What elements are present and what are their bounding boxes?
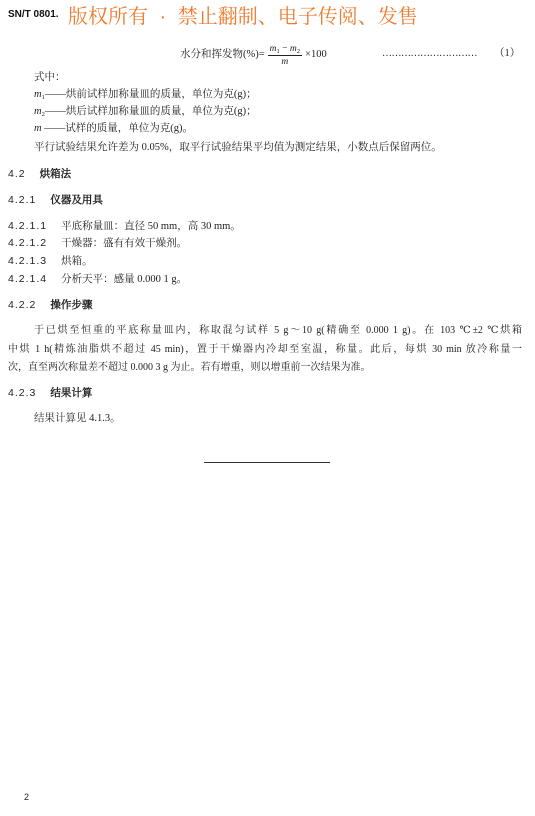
procedure-line: 次，直至两次称量差不超过 0.000 3 g 为止。若有增重，则以增重前一次结果为准。 xyxy=(8,362,371,373)
procedure-line: 于已烘至恒重的平底称量皿内，称取混匀试样 5 g～10 g(精确至 0.000 1 g)。在 103 ℃±2 ℃烘箱 xyxy=(34,325,522,336)
standard-code: SN/T 0801. xyxy=(8,9,59,20)
where-label: 式中： xyxy=(34,72,66,83)
where-item-m2 xyxy=(34,105,257,119)
fraction-denominator: m xyxy=(281,56,289,67)
copyright-watermark: 版权所有 · 禁止翻制、电子传阅、发售 xyxy=(68,6,418,28)
page-number: 2 xyxy=(24,792,30,802)
dot-leader: ………………………… xyxy=(382,48,477,59)
item-number: 4.2.1.1 xyxy=(8,220,48,232)
subscript: 1 xyxy=(41,94,45,101)
definition: ——烘前试样加称量皿的质量，单位为克(g)； xyxy=(44,89,257,100)
symbol: m xyxy=(34,123,42,134)
fraction-numerator xyxy=(268,43,302,56)
section-heading-4-2-3 xyxy=(8,386,92,401)
where-item-m xyxy=(34,122,193,136)
apparatus-item xyxy=(8,254,93,269)
apparatus-item xyxy=(8,236,187,251)
section-number: 4.2.1 xyxy=(8,194,37,206)
section-heading-4-2-1 xyxy=(8,193,103,208)
symbol-m2: m xyxy=(289,43,297,54)
tolerance-note: 平行试验结果允许差为 0.05%，取平行试验结果平均值为测定结果，小数点后保留两位。 xyxy=(34,142,442,153)
apparatus-item xyxy=(8,219,241,234)
where-item-m1 xyxy=(34,88,257,102)
formula-fraction xyxy=(268,43,302,68)
item-number: 4.2.1.2 xyxy=(8,237,48,249)
item-text: 干燥器：盛有有效干燥剂。 xyxy=(61,238,188,249)
subscript: 2 xyxy=(41,111,45,118)
subscript-2: 2 xyxy=(296,47,301,55)
procedure-line: 中烘 1 h(精炼油脂烘不超过 45 min)，置于干燥器内冷却至室温，称量。此后，每烘 30 min 放冷称量一 xyxy=(8,344,522,355)
section-number: 4.2.2 xyxy=(8,299,37,311)
section-title: 操作步骤 xyxy=(50,299,93,311)
item-number: 4.2.1.3 xyxy=(8,255,48,267)
formula-1 xyxy=(180,40,327,70)
section-title: 仪器及用具 xyxy=(50,194,103,206)
item-text: 平底称量皿：直径 50 mm，高 30 mm。 xyxy=(61,221,241,232)
section-heading-4-2 xyxy=(8,167,71,182)
formula-multiplier: ×100 xyxy=(305,49,327,60)
symbol-m1: m xyxy=(269,43,277,54)
symbol: m xyxy=(34,89,42,100)
symbol: m xyxy=(34,106,42,117)
definition: ——试样的质量，单位为克(g)。 xyxy=(41,123,193,134)
section-title: 烘箱法 xyxy=(39,168,72,180)
section-number: 4.2.3 xyxy=(8,387,37,399)
calculation-reference: 结果计算见 4.1.3。 xyxy=(34,413,121,424)
equation-number: （1） xyxy=(494,48,521,59)
section-title: 结果计算 xyxy=(50,387,93,399)
apparatus-item xyxy=(8,272,187,287)
item-text: 烘箱。 xyxy=(61,256,93,267)
section-heading-4-2-2 xyxy=(8,298,92,313)
definition: ——烘后试样加称量皿的质量，单位为克(g)； xyxy=(44,106,257,117)
item-text: 分析天平：感量 0.000 1 g。 xyxy=(61,274,188,285)
formula-lhs: 水分和挥发物(%)= xyxy=(180,49,265,60)
item-number: 4.2.1.4 xyxy=(8,273,48,285)
minus-sign: − xyxy=(279,43,290,54)
section-number: 4.2 xyxy=(8,168,26,180)
subscript-1: 1 xyxy=(276,47,280,55)
end-of-document-rule xyxy=(204,462,330,463)
